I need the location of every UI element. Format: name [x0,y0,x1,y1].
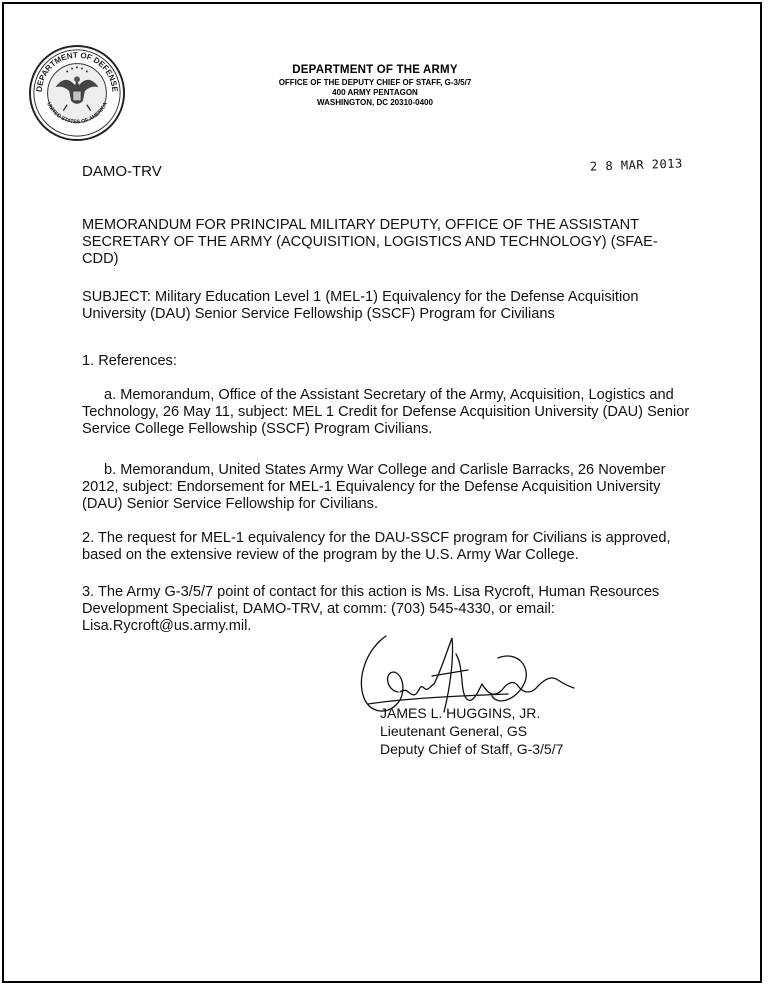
date-stamp: 2 8 MAR 2013 [589,156,683,174]
signer-title: Deputy Chief of Staff, G-3/5/7 [380,741,564,757]
letterhead-organization: DEPARTMENT OF THE ARMY [292,64,458,76]
signature-block [380,704,563,758]
seal-text-top: DEPARTMENT OF DEFENSE [34,50,120,93]
paragraph-2: 2. The request for MEL-1 equivalency for the DAU-SSCF program for Civilians is approved, based on the extensive review of the program by the U.S. Army War College. [82,530,671,563]
reference-b: b. Memorandum, United States Army War College and Carlisle Barracks, 26 November 2012, subject: Endorsement for MEL-1 Equivalency for the Defense Acquisition University (DAU) Senior Service Fellowship for Civilians. [82,462,666,512]
office-symbol: DAMO-TRV [82,163,162,180]
letterhead-office: OFFICE OF THE DEPUTY CHIEF OF STAFF, G-3/5/7 [278,78,472,87]
paragraph-3: 3. The Army G-3/5/7 point of contact for this action is Ms. Lisa Rycroft, Human Resources Development Specialist, DAMO-TRV, at comm: (703) 545-4330, or email: Lisa.Rycroft@us.army.mil. [82,584,660,634]
letterhead [250,64,500,107]
memorandum-for: MEMORANDUM FOR PRINCIPAL MILITARY DEPUTY, OFFICE OF THE ASSISTANT SECRETARY OF THE ARMY (ACQUISITION, LOGISTICS AND TECHNOLOGY) (SFAE-CDD) [82,217,658,267]
eagle-seal-icon [28,44,126,142]
references-heading: 1. References: [82,353,177,369]
signer-name: JAMES L. HUGGINS, JR. [380,705,541,721]
letterhead-address-line1: 400 ARMY PENTAGON [332,88,418,97]
seal-text-bottom: UNITED STATES OF AMERICA [45,101,109,126]
letterhead-address-line2: WASHINGTON, DC 20310-0400 [317,98,433,107]
signer-rank: Lieutenant General, GS [380,723,528,739]
reference-a: a. Memorandum, Office of the Assistant Secretary of the Army, Acquisition, Logistics and Technology, 26 May 11, subject: MEL 1 Credit for Defense Acquisition University (DAU) Senior Service College Fellowship (SSCF) Program Civilians. [82,387,690,437]
subject-line: SUBJECT: Military Education Level 1 (MEL-1) Equivalency for the Defense Acquisition University (DAU) Senior Service Fellowship (SSCF) Program for Civilians [82,289,639,322]
